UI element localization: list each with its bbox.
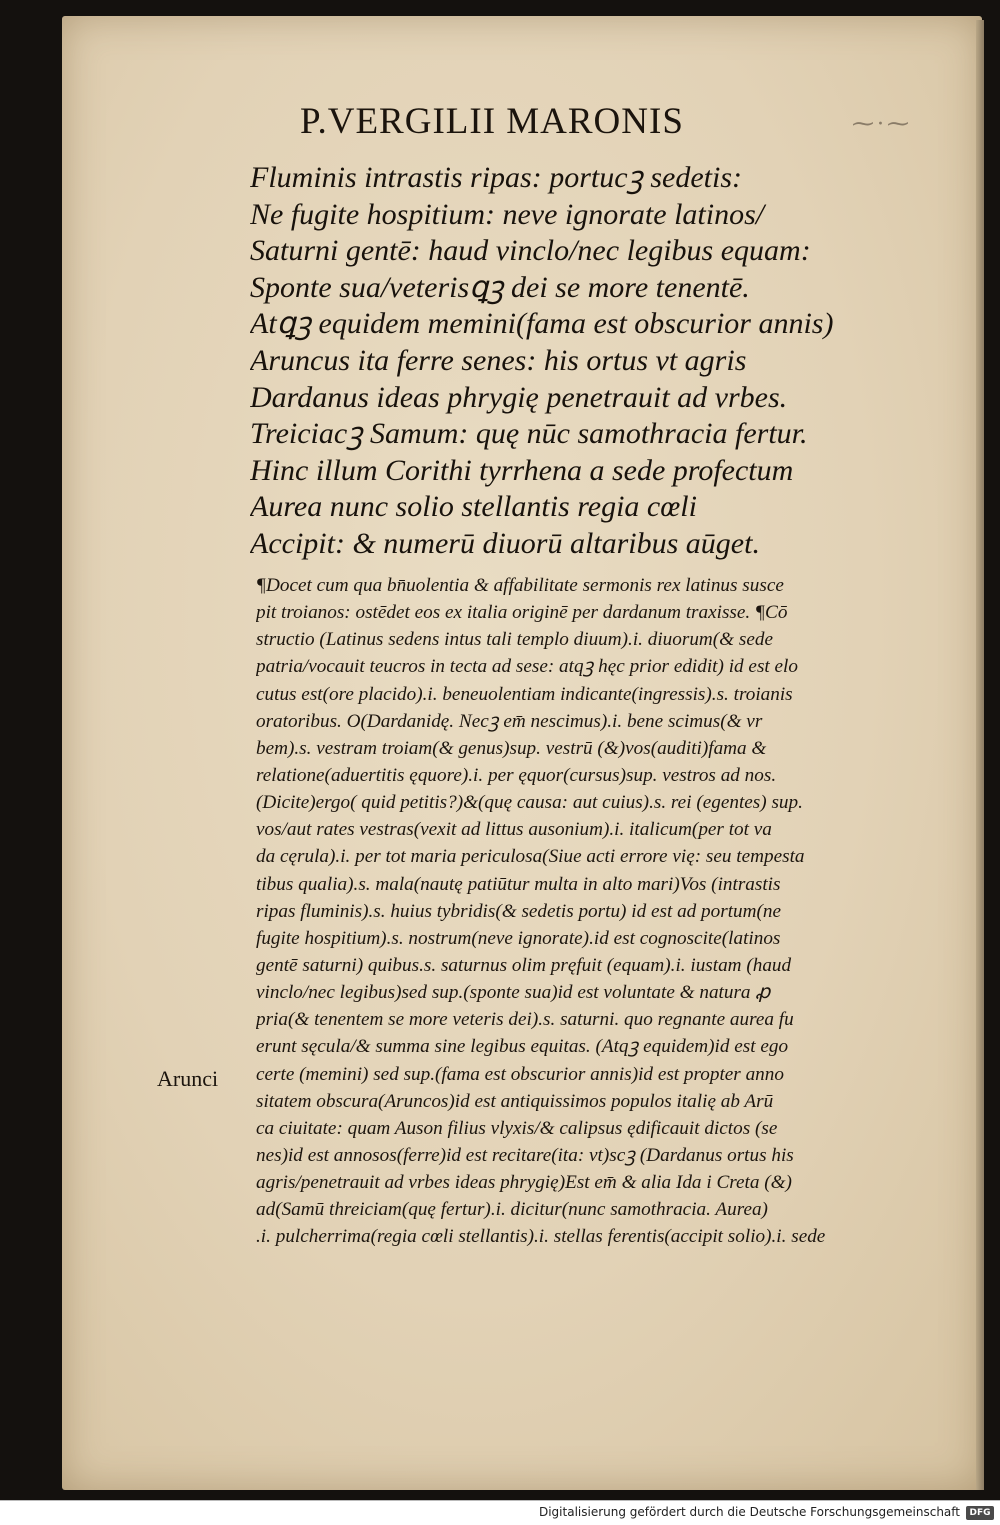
commentary-line: gentē saturni) quibus.s. saturnus olim pręfuit (equam).i. iustam (haud <box>256 954 792 976</box>
commentary-line: sitatem obscura(Aruncos)id est antiquissimos populos italię ab Arū <box>256 1090 774 1112</box>
commentary-line: (Dicite)ergo( quid petitis?)&(quę causa: aut cuius).s. rei (egentes) sup. <box>256 792 803 814</box>
commentary-line: agris/penetrauit ad vrbes ideas phrygię)Est em̄ & alia Ida i Creta (&) <box>256 1172 792 1194</box>
commentary-line: cutus est(ore placido).i. beneuolentiam indicante(ingressis).s. troianis <box>256 683 793 705</box>
verse-line: Saturni gentē: haud vinclo/nec legibus equam: <box>250 234 811 268</box>
verse-line: Atꝗꝫ equidem memini(fama est obscurior annis) <box>250 307 834 341</box>
page-edge <box>976 20 984 1490</box>
commentary-line: ripas fluminis).s. huius tybridis(& sedetis portu) id est ad portum(ne <box>256 900 781 922</box>
dfg-logo: DFG <box>966 1506 994 1520</box>
commentary-line: ca ciuitate: quam Auson filius vlyxis/& calipsus ędificauit dictos (se <box>256 1117 778 1139</box>
commentary-line: .i. pulcherrima(regia cœli stellantis).i. stellas ferentis(accipit solio).i. sede <box>256 1226 826 1248</box>
verse-line: Dardanus ideas phrygię penetrauit ad vrbes. <box>250 380 788 414</box>
commentary-line: tibus qualia).s. mala(nautę patiūtur multa in alto mari)Vos (intrastis <box>256 873 781 895</box>
commentary-line: vos/aut rates vestras(vexit ad littus ausonium).i. italicum(per tot va <box>256 819 772 841</box>
commentary-line: bem).s. vestram troiam(& genus)sup. vestrū (&)vos(auditi)fama & <box>256 737 767 759</box>
verse-line: Accipit: & numerū diuorū altaribus aūget. <box>250 526 760 560</box>
verse-line: Ne fugite hospitium: neve ignorate latinos/ <box>250 197 765 231</box>
commentary-line: pit troianos: ostēdet eos ex italia originē per dardanum traxisse. ¶Cō <box>256 602 788 624</box>
funding-notice: Digitalisierung gefördert durch die Deutsche Forschungsgemeinschaft <box>538 1505 960 1519</box>
footer-bar <box>0 1500 1000 1525</box>
verse-line: Sponte sua/veterisꝗꝫ dei se more tenentē. <box>250 270 750 304</box>
commentary-line: pria(& tenentem se more veteris dei).s. saturni. quo regnante aurea fu <box>256 1009 794 1031</box>
commentary-line: patria/vocauit teucros in tecta ad sese: atqꝫ hęc prior edidit) id est elo <box>256 656 798 678</box>
commentary-line: vinclo/nec legibus)sed sup.(sponte sua)id est voluntate & natura ꝓ <box>256 982 771 1004</box>
page-title: P.VERGILII MARONIS <box>300 101 684 142</box>
commentary-block <box>256 572 964 1251</box>
verse-line: Treiciacꝫ Samum: quę nūc samothracia fertur. <box>250 417 808 451</box>
decorative-mark: ⁓·⁓ <box>852 112 912 137</box>
verse-line: Aurea nunc solio stellantis regia cœli <box>250 490 697 524</box>
commentary-line: relatione(aduertitis ęquore).i. per ęquor(cursus)sup. vestros ad nos. <box>256 764 777 786</box>
commentary-line: ad(Samū threiciam(quę fertur).i. dicitur(nunc samothracia. Aurea) <box>256 1199 768 1221</box>
commentary-line: erunt sęcula/& summa sine legibus equitas. (Atqꝫ equidem)id est ego <box>256 1036 789 1058</box>
verse-line: Aruncus ita ferre senes: his ortus vt agris <box>250 343 747 377</box>
commentary-line: structio (Latinus sedens intus tali templo diuum).i. diuorum(& sede <box>256 629 773 651</box>
verse-line: Hinc illum Corithi tyrrhena a sede profectum <box>250 453 794 487</box>
commentary-line: nes)id est annosos(ferre)id est recitare(ita: vt)scꝫ (Dardanus ortus his <box>256 1144 794 1166</box>
commentary-line: ¶Docet cum qua bn̄uolentia & affabilitate sermonis rex latinus susce <box>256 575 784 596</box>
commentary-line: fugite hospitium).s. nostrum(neve ignorate).id est cognoscite(latinos <box>256 927 781 949</box>
verse-block <box>250 160 930 563</box>
verse-line: Fluminis intrastis ripas: portucꝫ sedetis: <box>250 161 743 194</box>
marginal-note: Arunci <box>157 1066 219 1091</box>
commentary-line: certe (memini) sed sup.(fama est obscurior annis)id est propter anno <box>256 1063 784 1085</box>
commentary-line: da cęrula).i. per tot maria periculosa(Siue acti errore vię: seu tempesta <box>256 846 805 868</box>
commentary-line: oratoribus. O(Dardanidę. Necꝫ em̄ nescimus).i. bene scimus(& vr <box>256 710 763 732</box>
